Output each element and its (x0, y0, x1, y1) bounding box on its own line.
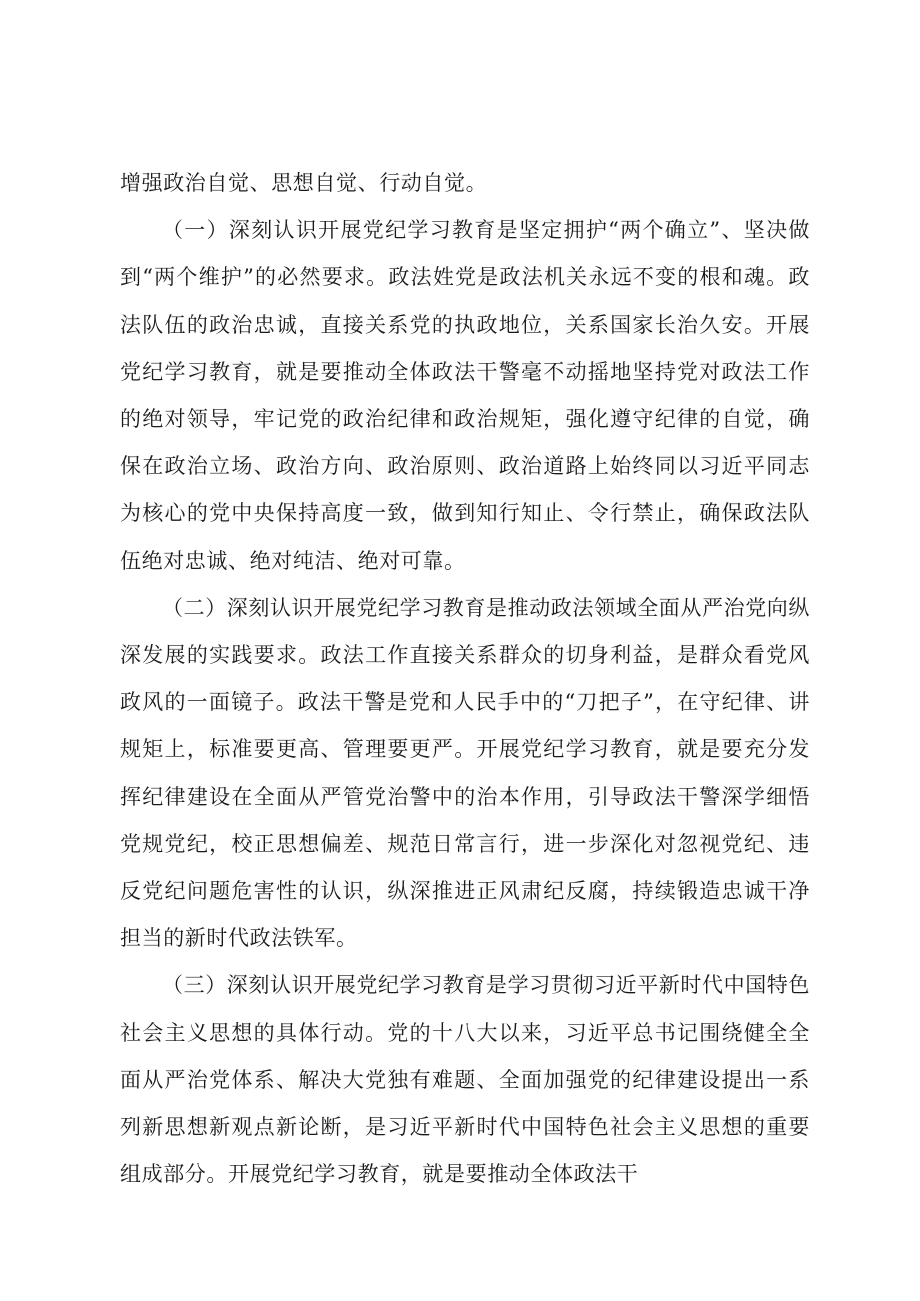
paragraph-section-two: （二）深刻认识开展党纪学习教育是推动政法领域全面从严治党向纵深发展的实践要求。政法工作直接关系群众的切身利益，是群众看党风政风的一面镜子。政法干警是党和人民手中的“刀把子”，在守纪律、讲规矩上，标准要更高、管理要更严。开展党纪学习教育，就是要充分发挥纪律建设在全面从严管党治警中的治本作用，引导政法干警深学细悟党规党纪，校正思想偏差、规范日常言行，进一步深化对忽视党纪、违反党纪问题危害性的认识，纵深推进正风肃纪反腐，持续锻造忠诚干净担当的新时代政法铁军。 (120, 595, 810, 951)
paragraph-section-one: （一）深刻认识开展党纪学习教育是坚定拥护“两个确立”、坚决做到“两个维护”的必然要求。政法姓党是政法机关永远不变的根和魂。政法队伍的政治忠诚，直接关系党的执政地位，关系国家长治久安。开展党纪学习教育，就是要推动全体政法干警毫不动摇地坚持党对政法工作的绝对领导，牢记党的政治纪律和政治规矩，强化遵守纪律的自觉，确保在政治立场、政治方向、政治原则、政治道路上始终同以习近平同志为核心的党中央保持高度一致，做到知行知止、令行禁止，确保政法队伍绝对忠诚、绝对纯洁、绝对可靠。 (120, 218, 810, 573)
paragraph-continuation: 增强政治自觉、思想自觉、行动自觉。 (120, 171, 488, 195)
body-text (120, 160, 810, 1198)
paragraph-section-three: （三）深刻认识开展党纪学习教育是学习贯彻习近平新时代中国特色社会主义思想的具体行动。党的十八大以来，习近平总书记围绕健全全面从严治党体系、解决大党独有难题、全面加强党的纪律建设提出一系列新思想新观点新论断，是习近平新时代中国特色社会主义思想的重要组成部分。开展党纪学习教育，就是要推动全体政法干 (120, 973, 810, 1187)
